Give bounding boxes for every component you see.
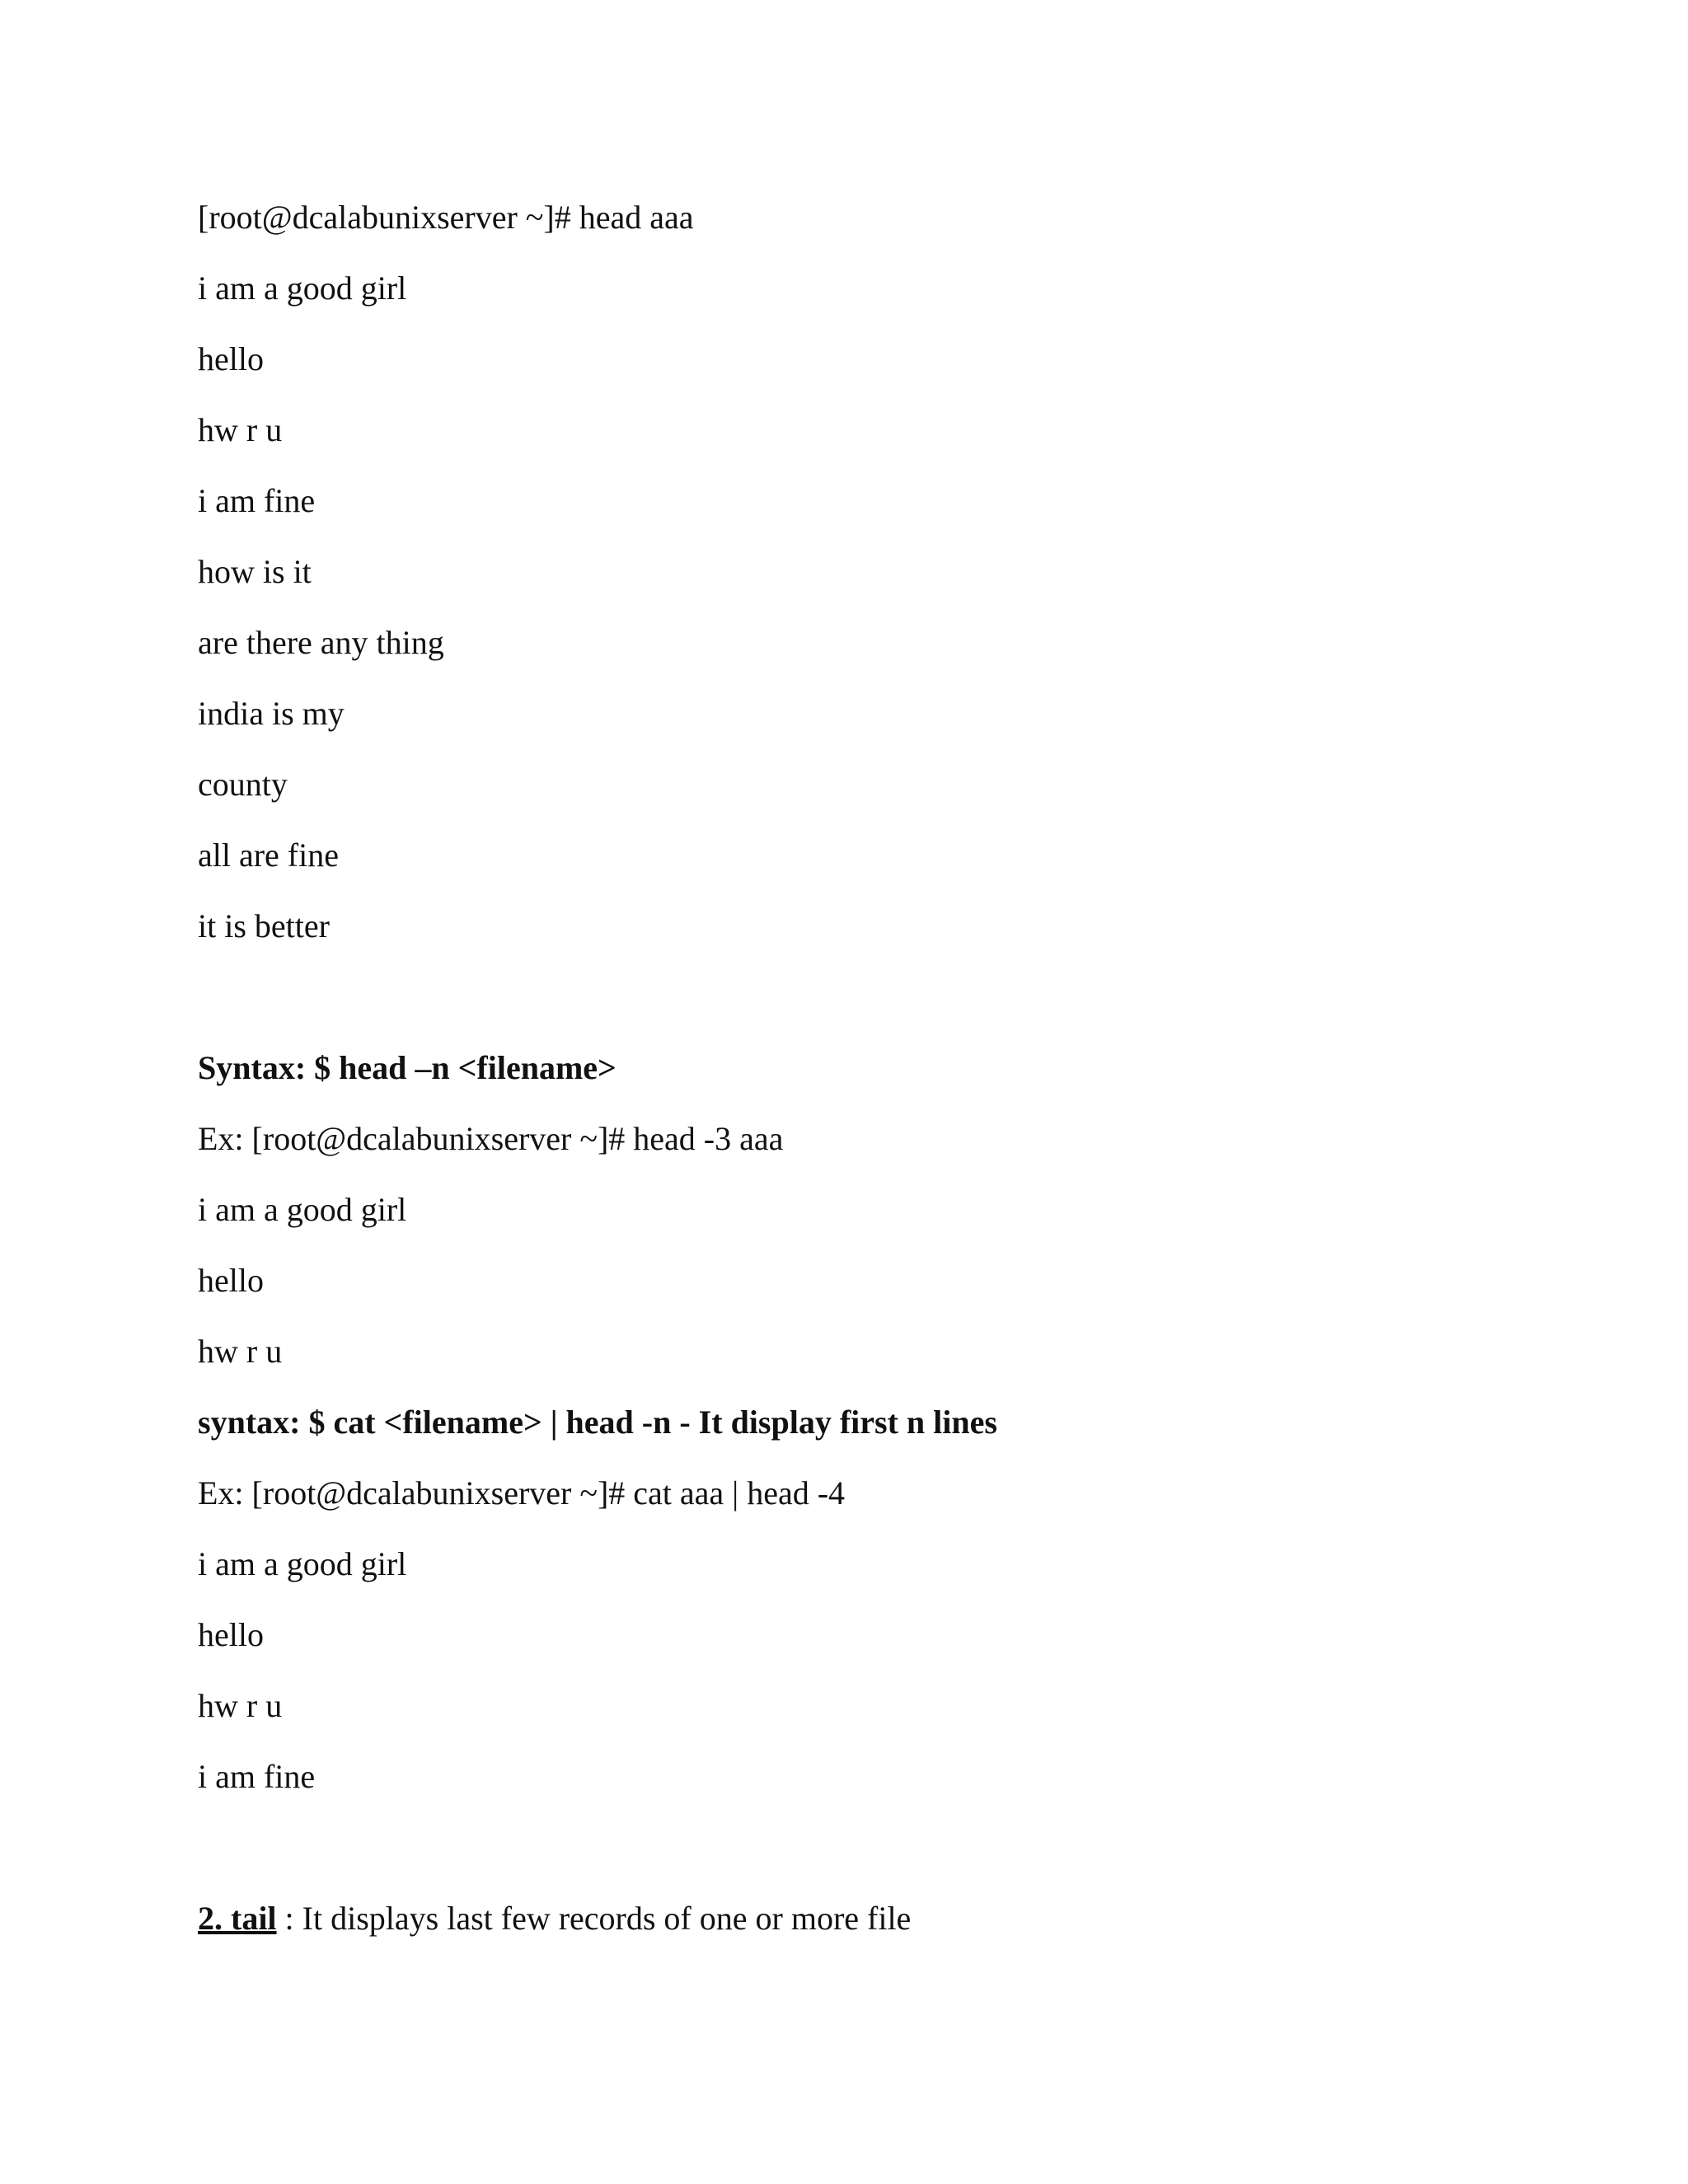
- output-line: i am fine: [198, 482, 316, 519]
- output-line: hw r u: [198, 1333, 283, 1370]
- output-line: i am a good girl: [198, 1545, 407, 1582]
- syntax-heading: syntax: $ cat <filename> | head -n - It display first n lines: [198, 1404, 997, 1441]
- section-heading-tail: [198, 1899, 911, 1938]
- output-line: i am a good girl: [198, 269, 407, 307]
- output-line: are there any thing: [198, 624, 444, 661]
- output-line: hw r u: [198, 1687, 283, 1724]
- output-line: it is better: [198, 907, 330, 944]
- syntax-heading: Syntax: $ head –n <filename>: [198, 1049, 617, 1086]
- output-line: i am a good girl: [198, 1191, 407, 1228]
- output-line: county: [198, 766, 288, 803]
- output-line: hello: [198, 1262, 264, 1299]
- command-line: [root@dcalabunixserver ~]# head aaa: [198, 199, 694, 236]
- output-line: i am fine: [198, 1758, 316, 1795]
- output-line: hello: [198, 340, 264, 377]
- example-line: Ex: [root@dcalabunixserver ~]# cat aaa | head -4: [198, 1474, 846, 1511]
- output-line: india is my: [198, 695, 345, 732]
- output-line: hw r u: [198, 411, 283, 448]
- section-description: : It displays last few records of one or more file: [276, 1900, 912, 1937]
- section-title: 2. tail: [198, 1900, 277, 1937]
- output-line: how is it: [198, 553, 312, 590]
- output-line: all are fine: [198, 837, 339, 874]
- output-line: hello: [198, 1616, 264, 1653]
- example-line: Ex: [root@dcalabunixserver ~]# head -3 aaa: [198, 1120, 784, 1157]
